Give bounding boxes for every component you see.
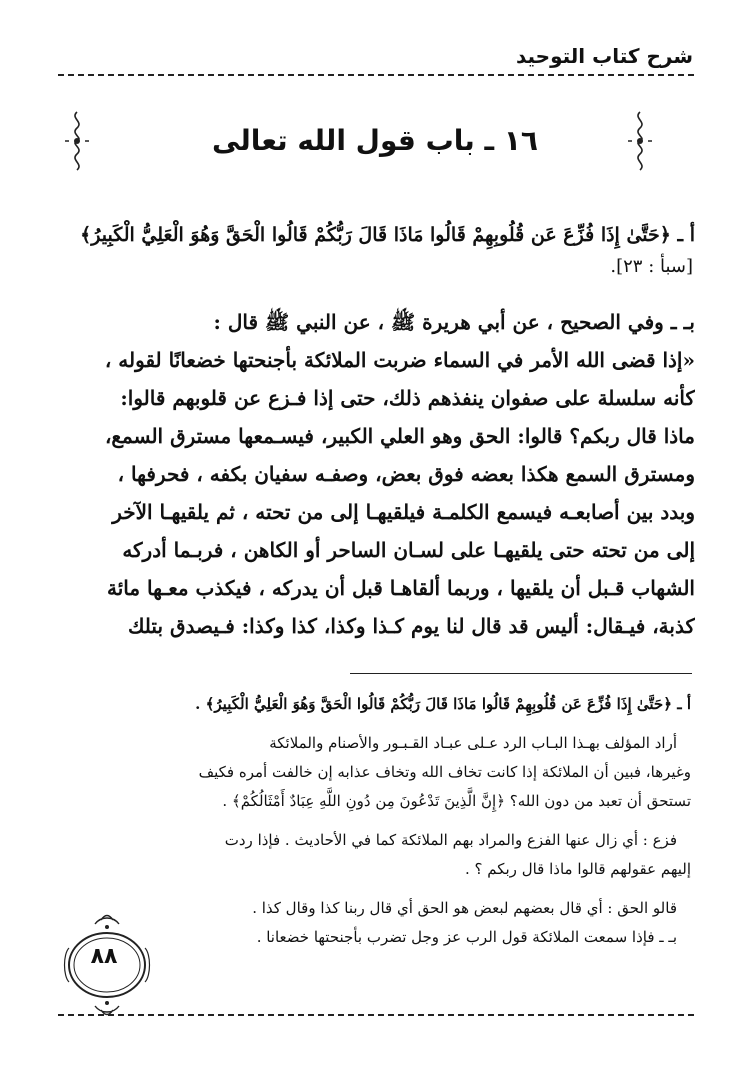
footnote-line: فزع : أي زال عنها الفزع والمراد بهم الملائكة كما في الأحاديث . فإذا ردت [224,831,677,849]
footnote-line: بـ ـ فإذا سمعت الملائكة قول الرب عز وجل تضرب بأجنحتها خضعانا . [256,928,677,946]
running-header: شرح كتاب التوحيد [515,44,693,68]
body-line: «إذا قضى الله الأمر في السماء ضربت الملائكة بأجنحتها خضعانًا لقوله ، [104,348,695,372]
page-number: ٨٨ [90,944,118,969]
footnote-line: أراد المؤلف بهـذا البـاب الرد عـلى عبـاد القـبـور والأصنام والملائكة [269,734,677,752]
header-divider [58,74,694,76]
footnote-line: تستحق أن تعبد من دون الله؟ ﴿إِنَّ الَّذِينَ تَدْعُونَ مِن دُونِ اللَّهِ عِبَادٌ أَمْثَالُكُمْ﴾ . [222,792,691,810]
body-line: إلى من تحته حتى يلقيهـا على لسـان الساحر أو الكاهن ، فربـما أدركه [122,538,695,562]
footnote-line: وغيرها، فبين أن الملائكة إذا كانت تخاف الله وتخاف عذابه إن خالفت أمره فكيف [198,763,691,781]
body-line: ومسترق السمع هكذا بعضه فوق بعض، وصفـه سفيان بكفه ، فحرفها ، [117,462,695,486]
chapter-title: ١٦ ـ باب قول الله تعالى [211,124,539,157]
footnote-verse: أ ـ ﴿حَتَّىٰ إِذَا فُزِّعَ عَن قُلُوبِهِمْ قَالُوا مَاذَا قَالَ رَبُّكُمْ قَالُوا الْحَقَّ وَهُوَ الْعَلِيُّ الْكَبِيرُ﴾ . [195,695,691,713]
ornament-left [62,110,92,172]
body-line: وبدد بين أصابعـه فيسمع الكلمـة فيلقيهـا إلى من تحته ، ثم يلقيهـا الآخر [112,500,695,524]
body-line: ماذا قال ربكم؟ قالوا: الحق وهو العلي الكبير، فيسـمعها مسترق السمع، [104,424,695,448]
footnote-line: إليهم عقولهم قالوا ماذا قال ربكم ؟ . [464,860,691,878]
body-line: كأنه سلسلة على صفوان ينفذهم ذلك، حتى إذا فـزع عن قلوبهم قالوا: [120,386,695,410]
footnotes [71,690,691,952]
body-line: الشهاب قـبل أن يلقيها ، وربما ألقاهـا قبل أن يدركه ، فيكذب معـها مائة [106,576,695,600]
verse-line [55,218,695,252]
verse-label: أ ـ [677,224,695,246]
footnote-separator [350,673,692,674]
verse-text: ﴿حَتَّىٰ إِذَا فُزِّعَ عَن قُلُوبِهِمْ قَالُوا مَاذَا قَالَ رَبُّكُمْ قَالُوا الْحَقَّ وَهُوَ الْعَلِيُّ الْكَبِيرُ﴾ [80,224,671,246]
main-text [55,303,695,645]
footer-divider [58,1014,694,1016]
verse-reference: [سبأ : ٢٣]. [610,256,693,277]
body-line: بـ ـ وفي الصحيح ، عن أبي هريرة ﷺ ، عن النبي ﷺ قال : [213,310,695,334]
footnote-line: قالو الحق : أي قال بعضهم لبعض هو الحق أي قال ربنا كذا وقال كذا . [252,899,677,917]
ornament-right [625,110,655,172]
body-line: كذبة، فيـقال: أليس قد قال لنا يوم كـذا وكذا، كذا وكذا: فـيصدق بتلك [127,614,695,638]
